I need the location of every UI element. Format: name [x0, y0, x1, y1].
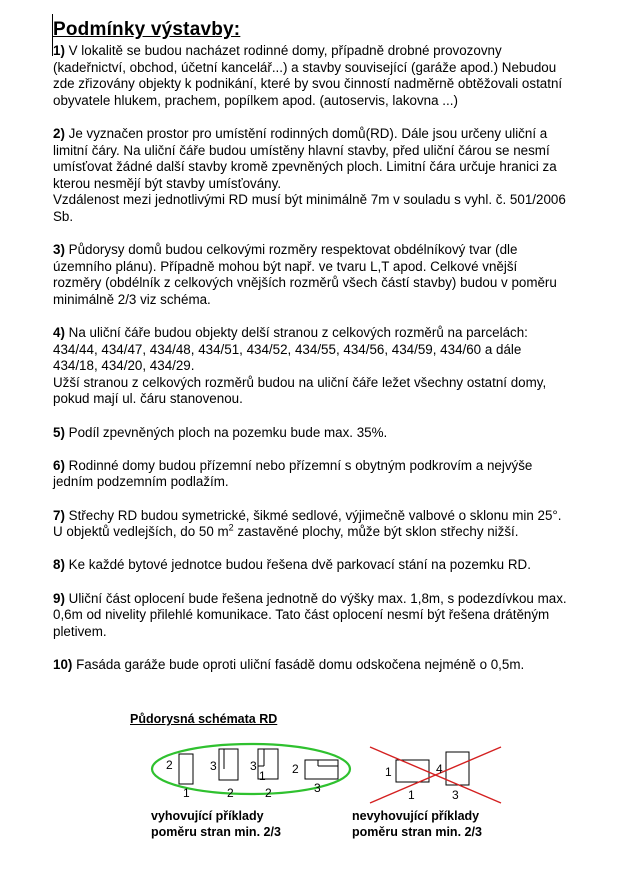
- dim-label: 1: [385, 765, 392, 779]
- page-title: Podmínky výstavby:: [53, 19, 241, 40]
- dim-label: 3: [314, 781, 321, 795]
- condition-line: umísťovat žádné další stavby kromě zpevněných ploch. Limitní čára určuje hranici za: [53, 159, 557, 175]
- dim-label: 1: [183, 786, 190, 800]
- condition-number: 6): [53, 457, 65, 473]
- condition-line: Užší stranou z celkových rozměrů budou na uliční čáře ležet všechny ostatní domy,: [53, 374, 547, 390]
- dim-label: 2: [166, 758, 173, 772]
- caption-compliant: [151, 808, 281, 840]
- dim-label: 3: [452, 788, 459, 802]
- schema-title: Půdorysná schémata RD: [130, 712, 278, 726]
- condition-number: 10): [53, 656, 73, 672]
- condition-number: 7): [53, 507, 65, 523]
- condition-line-rest: zastavěné plochy, může být sklon střechy nižší.: [233, 524, 519, 540]
- condition-line: Vzdálenost mezi jednotlivými RD musí být minimálně 7m v souladu s vyhl. č. 501/2006: [53, 192, 566, 208]
- condition-line: 0,6m od nivelity přilehlé komunikace. Tato část oplocení nesmí být řešena drátěným: [53, 607, 550, 623]
- superscript: 2: [228, 522, 234, 533]
- condition-line: Sb.: [53, 208, 74, 224]
- condition-line: zde zřizovány objekty k podnikání, které by svou činností nadměrně obtěžovali ostatní: [53, 76, 563, 92]
- dim-label: 2: [265, 786, 272, 800]
- condition-line: 434/18, 434/20, 434/29.: [53, 358, 195, 374]
- condition-line: územního plánu). Případně mohou být např. ve tvaru L,T apod. Celkové vnější: [53, 258, 518, 274]
- condition-line: Podíl zpevněných ploch na pozemku bude max. 35%.: [68, 424, 388, 440]
- dim-label: 3: [210, 759, 217, 773]
- condition-line: pletivem.: [53, 623, 107, 639]
- dim-label: 4: [436, 762, 443, 776]
- condition-line: Ke každé bytové jednotce budou řešena dvě parkovací stání na pozemku RD.: [68, 557, 531, 573]
- condition-line: obyvatele hlukem, prachem, popílkem apod. (autoservis, lakovna ...): [53, 92, 458, 108]
- condition-line: pokud mají ul. čáru stanovenou.: [53, 391, 243, 407]
- dim-label: 1: [259, 769, 266, 783]
- condition-line: rozměry (obdélník z celkových vnějších rozměrů všech částí stavby) budou v poměru: [53, 275, 557, 291]
- plan-rect: [305, 760, 338, 779]
- condition-line: minimálně 2/3 viz schéma.: [53, 291, 211, 307]
- condition-number: 8): [53, 557, 65, 573]
- condition-line: Rodinné domy budou přízemní nebo přízemní s obytným podkrovím a nejvýše: [68, 457, 533, 473]
- condition-line: jedním podzemním podlažím.: [53, 474, 229, 490]
- caption-noncompliant: [352, 808, 482, 840]
- condition-line: limitní čáry. Na uliční čáře budou umístěny hlavní stavby, před uliční čárou se nesmí: [53, 142, 550, 158]
- condition-line: Je vyznačen prostor pro umístění rodinných domů(RD). Dále jsou určeny uliční a: [68, 125, 548, 141]
- condition-line: U objektů vedlejších, do 50 m: [53, 524, 229, 540]
- caption-line: nevyhovující příklady: [352, 809, 480, 823]
- condition-number: 2): [53, 125, 65, 141]
- condition-number: 3): [53, 242, 65, 258]
- condition-line: Půdorysy domů budou celkovými rozměry respektovat obdélníkový tvar (dle: [68, 242, 518, 258]
- condition-line: 434/44, 434/47, 434/48, 434/51, 434/52, 434/55, 434/56, 434/59, 434/60 a dále: [53, 341, 522, 357]
- condition-line: Střechy RD budou symetrické, šikmé sedlové, výjimečně valbové o sklonu min 25°.: [68, 507, 562, 523]
- condition-line: V lokalitě se budou nacházet rodinné domy, případně drobné provozovny: [68, 43, 502, 58]
- condition-number: 4): [53, 325, 65, 341]
- condition-line: Uliční část oplocení bude řešena jednotně do výšky max. 1,8m, s podezdívkou max.: [68, 590, 567, 606]
- caption-line: poměru stran min. 2/3: [151, 825, 281, 839]
- condition-number: 5): [53, 424, 65, 440]
- plan-rect: [219, 749, 238, 780]
- condition-line: Fasáda garáže bude oproti uliční fasádě domu odskočena nejméně o 0,5m.: [76, 656, 525, 672]
- condition-line: Na uliční čáře budou objekty delší stranou z celkových rozměrů na parcelách:: [68, 325, 528, 341]
- dim-label: 1: [408, 788, 415, 802]
- dim-label: 2: [292, 762, 299, 776]
- dim-label: 3: [250, 759, 257, 773]
- caption-line: vyhovující příklady: [151, 809, 264, 823]
- condition-number: 9): [53, 590, 65, 606]
- condition-line: (kadeřnictví, obchod, účetní kancelář...) a stavby související (garáže apod.) Nebudou: [53, 59, 557, 75]
- plan-rect: [179, 754, 193, 784]
- condition-line: kterou nesmějí být stavby umísťovány.: [53, 175, 282, 191]
- plan-rect: [396, 760, 429, 782]
- condition-number: 1): [53, 43, 65, 58]
- caption-line: poměru stran min. 2/3: [352, 825, 482, 839]
- dim-label: 2: [227, 786, 234, 800]
